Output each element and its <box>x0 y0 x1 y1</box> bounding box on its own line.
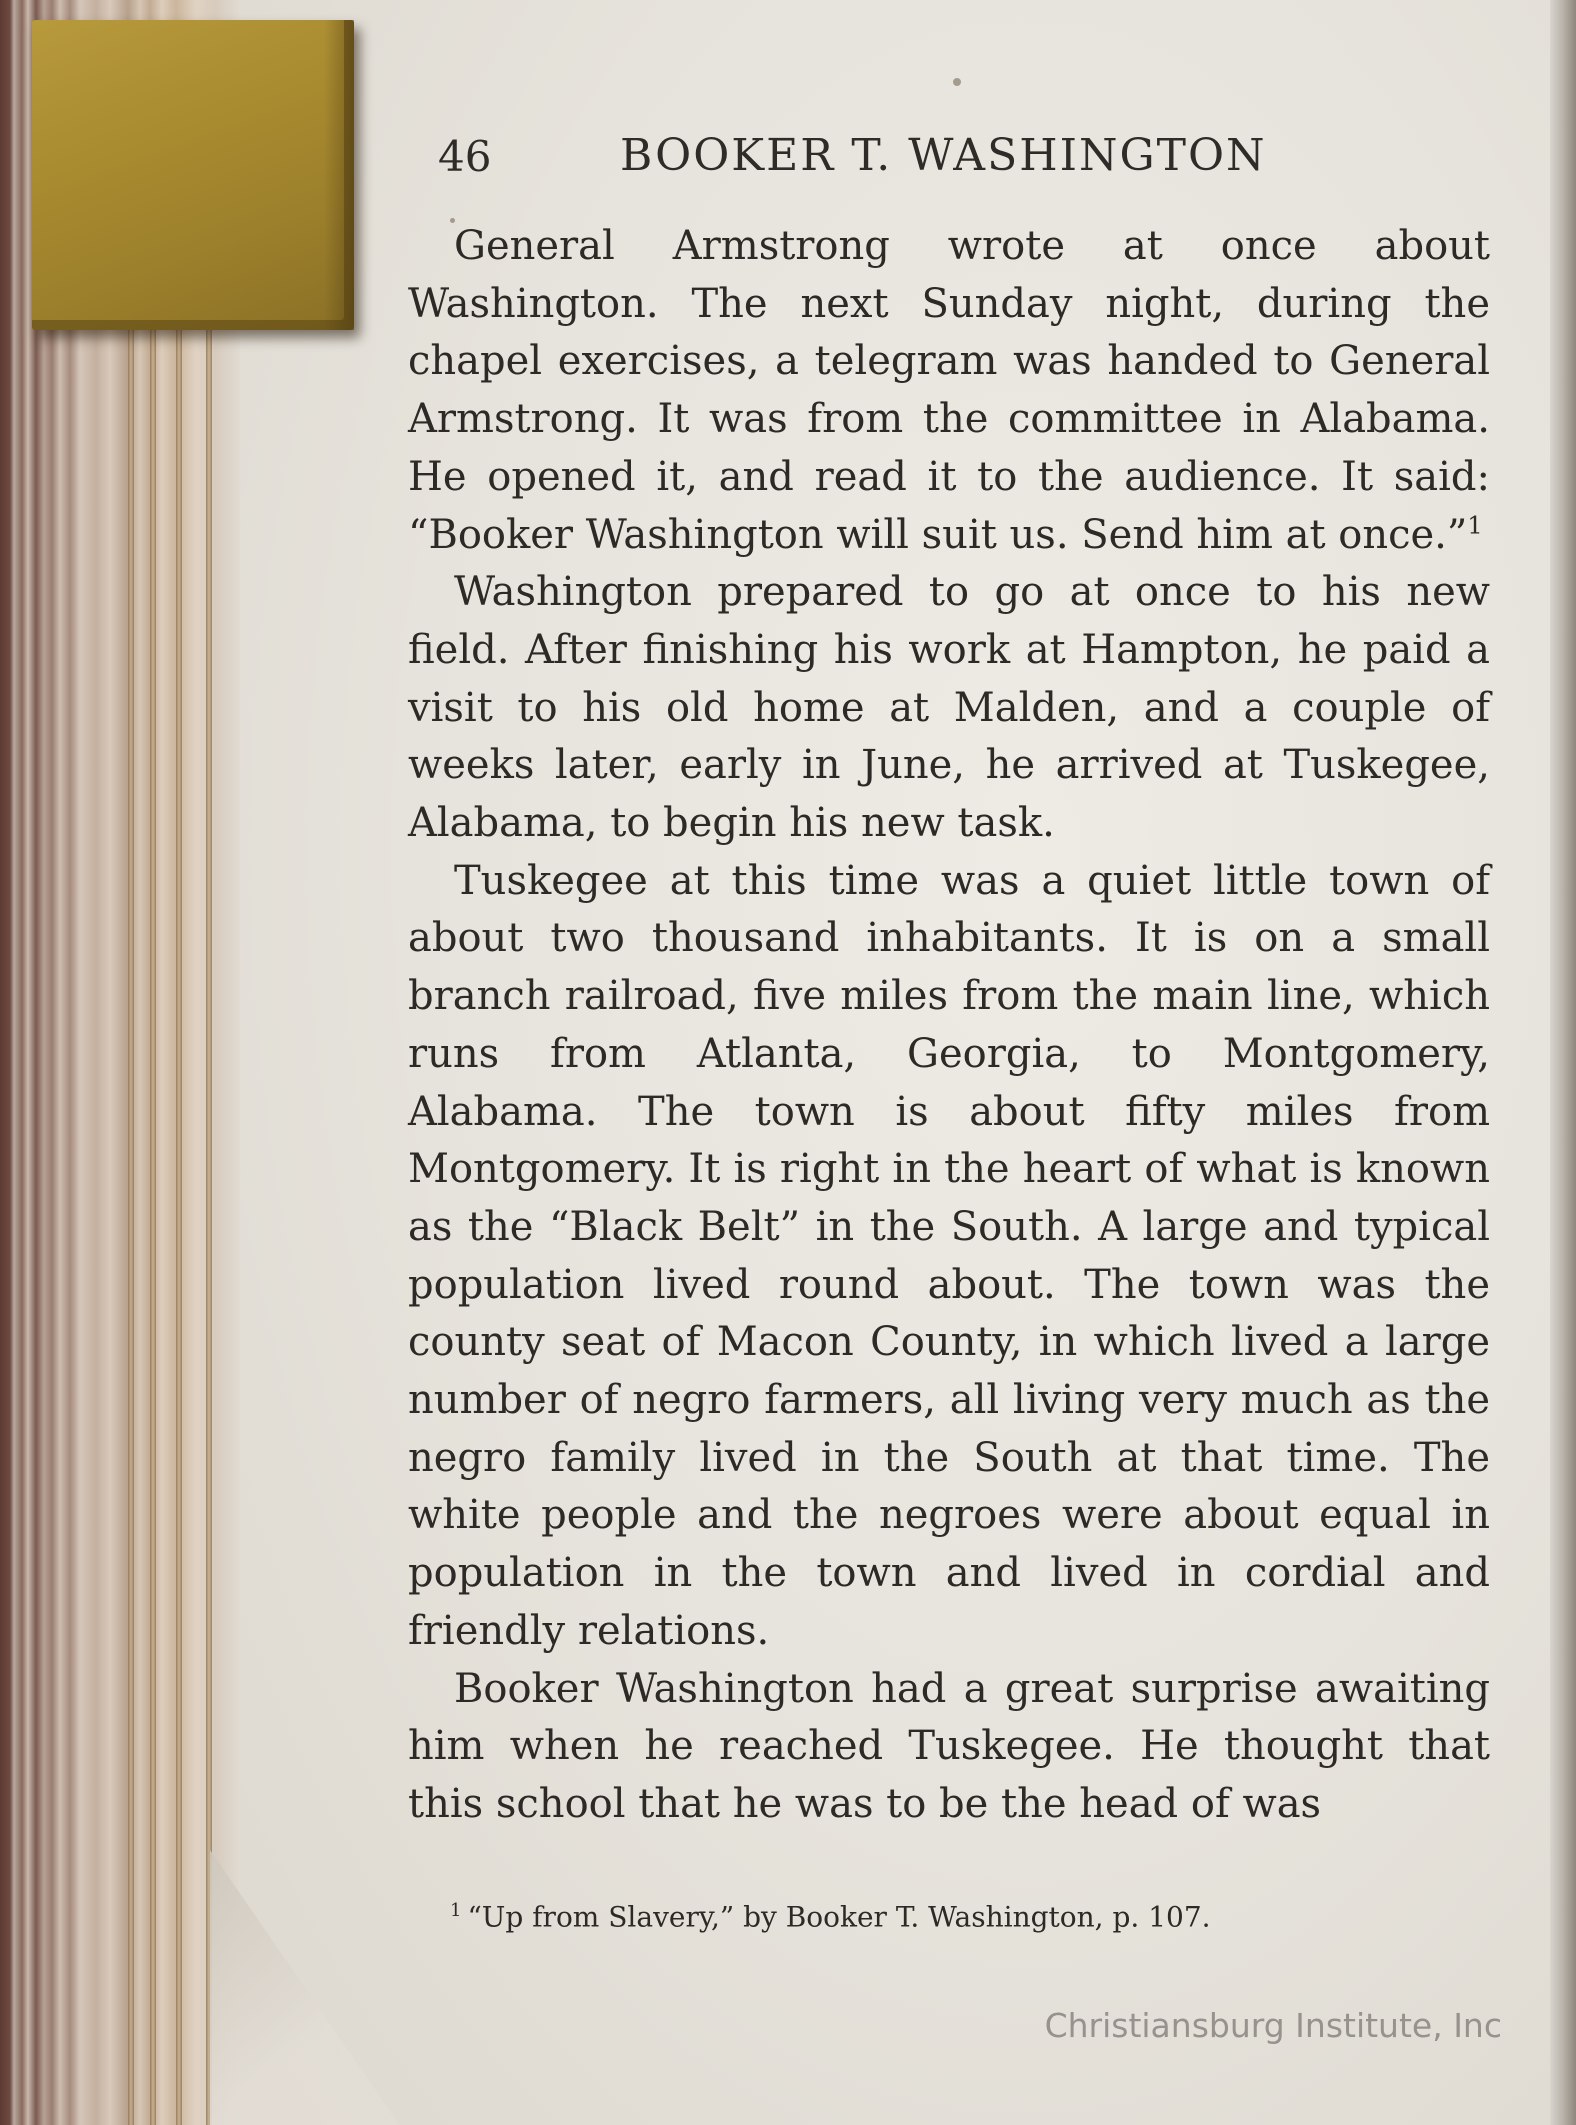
paragraph <box>408 1661 1490 1834</box>
footnote-number: 1 <box>450 1900 462 1921</box>
paragraph-text: General Armstrong wrote at once about Washington. The next Sunday night, during the chapel exercises, a telegram was handed to General Armstrong. It was from the committee in Alabama. He opened it, and read it to the audience. It said: “Booker Washington will suit us. Send him at once.” <box>408 223 1490 558</box>
running-head: BOOKER T. WASHINGTON <box>620 130 1267 181</box>
paper-speck <box>953 78 961 86</box>
page-edge-line <box>206 300 212 2125</box>
page-edge-line <box>128 300 134 2125</box>
paragraph <box>408 564 1490 853</box>
paragraph <box>408 853 1490 1661</box>
paragraph-text: Washington prepared to go at once to his new field. After finishing his work at Hampton, he paid a visit to his old home at Malden, and a couple of weeks later, early in June, he arrived at Tuskegee, Alabama, to begin his new task. <box>408 569 1490 847</box>
paragraph <box>408 218 1490 564</box>
page-edge-line <box>150 300 156 2125</box>
page-number: 46 <box>438 132 492 181</box>
page-header <box>438 126 1318 186</box>
paragraph-text: Tuskegee at this time was a quiet little town of about two thousand inhabitants. It is on a small branch railroad, five miles from the main line, which runs from Atlanta, Georgia, to Montgomery, Alabama. The town is about fifty miles from Montgomery. It is right in the heart of what is known as the “Black Belt” in the South. A large and typical population lived round about. The town was the county seat of Macon County, in which lived a large number of negro farmers, all living very much as the negro family lived in the South at that time. The white people and the negroes were about equal in population in the town and lived in cordial and friendly relations. <box>408 857 1490 1654</box>
footnote-text: “Up from Slavery,” by Booker T. Washington, p. 107. <box>467 1900 1211 1934</box>
paragraph-text: Booker Washington had a great surprise awaiting him when he reached Tuskegee. He thought that this school that he was to be the head of was <box>408 1665 1490 1827</box>
footnote <box>450 1900 1450 1933</box>
body-text <box>408 218 1490 1834</box>
watermark: Christiansburg Institute, Inc <box>1044 2006 1502 2045</box>
footnote-marker: 1 <box>1467 511 1483 540</box>
page-edge-line <box>176 300 182 2125</box>
gold-bookmark-tab <box>32 20 354 330</box>
right-page-edge <box>1550 0 1576 2125</box>
